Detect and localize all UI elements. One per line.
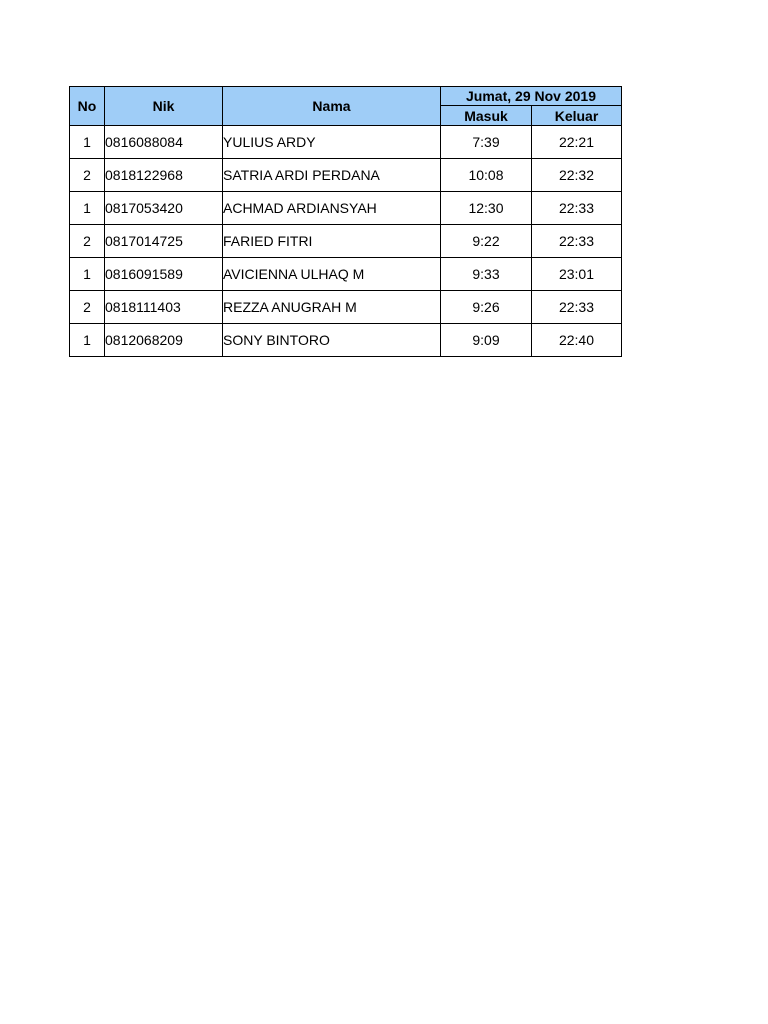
cell-nama: YULIUS ARDY bbox=[223, 126, 441, 159]
cell-no: 2 bbox=[70, 291, 105, 324]
cell-keluar: 22:33 bbox=[532, 192, 622, 225]
header-nik: Nik bbox=[105, 87, 223, 126]
attendance-sheet bbox=[69, 86, 621, 357]
header-nama: Nama bbox=[223, 87, 441, 126]
header-date: Jumat, 29 Nov 2019 bbox=[441, 87, 622, 106]
cell-nama: REZZA ANUGRAH M bbox=[223, 291, 441, 324]
table-row bbox=[70, 291, 622, 324]
table-row bbox=[70, 324, 622, 357]
cell-keluar: 22:40 bbox=[532, 324, 622, 357]
cell-masuk: 9:22 bbox=[441, 225, 532, 258]
cell-masuk: 10:08 bbox=[441, 159, 532, 192]
cell-keluar: 22:33 bbox=[532, 291, 622, 324]
table-row bbox=[70, 225, 622, 258]
cell-keluar: 22:32 bbox=[532, 159, 622, 192]
cell-no: 1 bbox=[70, 192, 105, 225]
cell-masuk: 12:30 bbox=[441, 192, 532, 225]
header-keluar: Keluar bbox=[532, 106, 622, 126]
table-row bbox=[70, 126, 622, 159]
cell-nik: 0817053420 bbox=[105, 192, 223, 225]
cell-keluar: 22:21 bbox=[532, 126, 622, 159]
table-row bbox=[70, 258, 622, 291]
attendance-table bbox=[69, 86, 622, 357]
header-masuk: Masuk bbox=[441, 106, 532, 126]
table-row bbox=[70, 159, 622, 192]
cell-nama: AVICIENNA ULHAQ M bbox=[223, 258, 441, 291]
cell-nik: 0817014725 bbox=[105, 225, 223, 258]
cell-no: 2 bbox=[70, 159, 105, 192]
cell-keluar: 22:33 bbox=[532, 225, 622, 258]
cell-no: 1 bbox=[70, 324, 105, 357]
cell-nama: FARIED FITRI bbox=[223, 225, 441, 258]
cell-nama: SATRIA ARDI PERDANA bbox=[223, 159, 441, 192]
cell-keluar: 23:01 bbox=[532, 258, 622, 291]
cell-masuk: 7:39 bbox=[441, 126, 532, 159]
cell-nik: 0816088084 bbox=[105, 126, 223, 159]
cell-no: 1 bbox=[70, 258, 105, 291]
header-no: No bbox=[70, 87, 105, 126]
table-row bbox=[70, 192, 622, 225]
cell-masuk: 9:33 bbox=[441, 258, 532, 291]
cell-nama: ACHMAD ARDIANSYAH bbox=[223, 192, 441, 225]
cell-nama: SONY BINTORO bbox=[223, 324, 441, 357]
cell-nik: 0816091589 bbox=[105, 258, 223, 291]
cell-no: 2 bbox=[70, 225, 105, 258]
cell-no: 1 bbox=[70, 126, 105, 159]
cell-nik: 0818122968 bbox=[105, 159, 223, 192]
cell-masuk: 9:26 bbox=[441, 291, 532, 324]
cell-nik: 0818111403 bbox=[105, 291, 223, 324]
cell-masuk: 9:09 bbox=[441, 324, 532, 357]
cell-nik: 0812068209 bbox=[105, 324, 223, 357]
